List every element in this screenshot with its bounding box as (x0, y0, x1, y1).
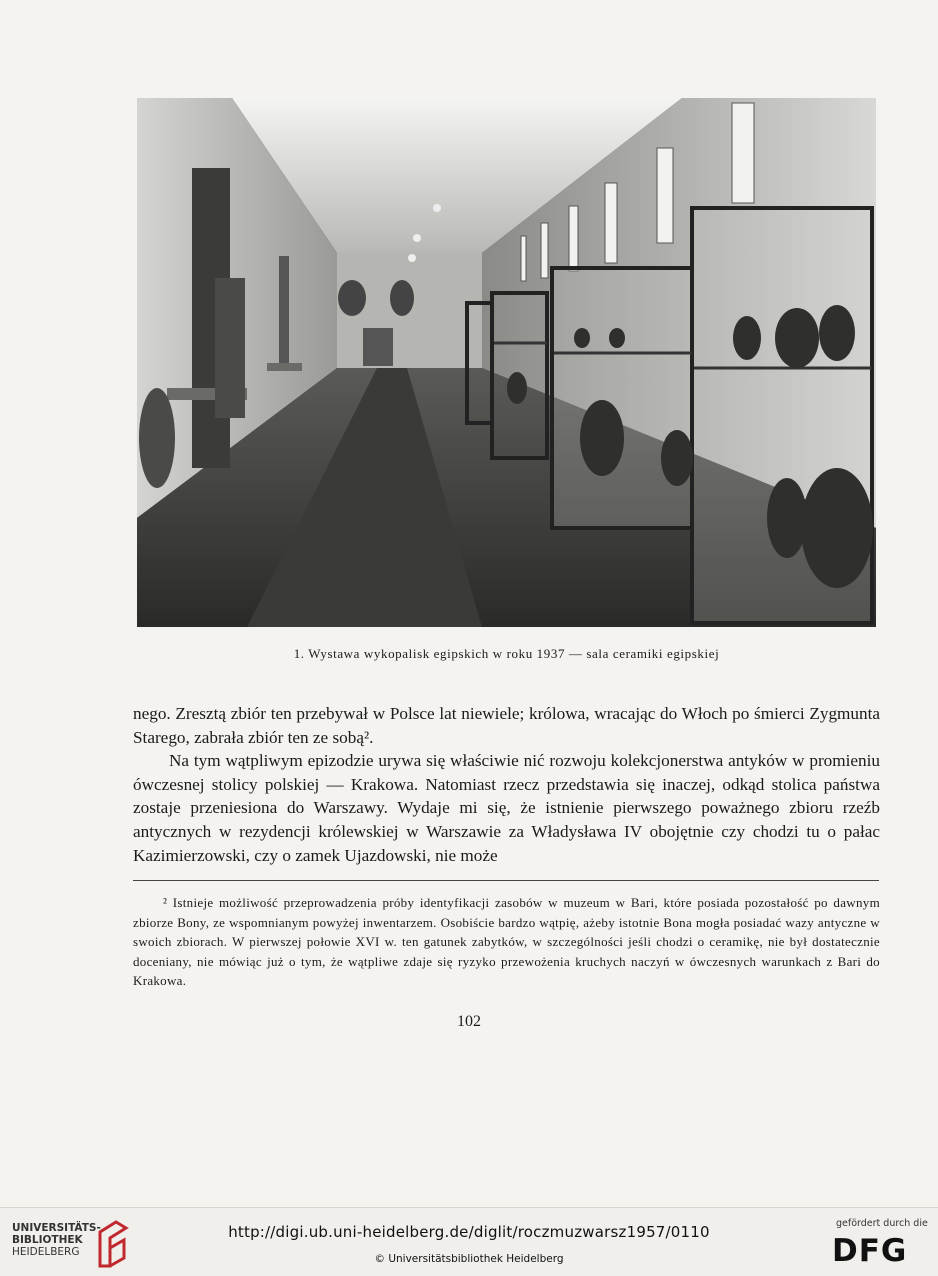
footnote: ² Istnieje możliwość przeprowadzenia próby identyfikacji zasobów w muzeum w Bari, które posiada pozostałość po dawnym zbiorze Bony, ze wspomnianym powyżej inwentarzem. Osobiście bardzo wątpię, ażeby istotnie Bona mogła posiadać wazy antyczne w swoich zbiorach. W pierwszej połowie XVI w. ten gatunek zabytków, w szczególności jeśli chodzi o ceramikę, nie był dostatecznie doceniany, nie mówiąc już o tym, że wątpliwe zdaje się ryzyko przewożenia kruchych naczyń w ówczesnych warunkach z Bari do Krakowa. (133, 895, 880, 989)
figure-caption: 1. Wystawa wykopalisk egipskich w roku 1937 — sala ceramiki egipskiej (293, 646, 720, 661)
library-name-line2: BIBLIOTHEK (12, 1234, 83, 1246)
body-text (133, 702, 880, 867)
paragraph: Na tym wątpliwym epizodzie urywa się właściwie nić rozwoju kolekcjonerstwa antyków w promieniu ówczesnej stolicy polskiej — Krakowa. Natomiast rzecz przedstawia się inaczej, odkąd stolica państwa zostaje przeniesiona do Warszawy. Wydaje mi się, że istnienie pierwszego poważnego zbioru rzeźb antycznych w rezydencji królewskiej w Warszawie za Władysława IV obojętnie czy chodzi tu o pałac Kazimierzowski, czy o zamek Ujazdowski, nie może (133, 751, 880, 865)
permalink-url[interactable]: http://digi.ub.uni-heidelberg.de/diglit/roczmuzwarsz1957/0110 (228, 1223, 710, 1241)
footnote-separator (133, 880, 879, 881)
library-name-line3: HEIDELBERG (12, 1246, 80, 1258)
funding-note: gefördert durch die (836, 1218, 928, 1229)
copyright-notice: © Universitätsbibliothek Heidelberg (374, 1253, 564, 1265)
photo-illustration (137, 98, 876, 627)
exhibition-hall-photo (137, 98, 876, 627)
library-name-line1: UNIVERSITÄTS- (12, 1222, 101, 1234)
footer-bar (0, 1207, 938, 1276)
page-number: 102 (457, 1013, 481, 1030)
dfg-logo[interactable]: DFG (832, 1233, 908, 1269)
paragraph-continued: nego. Zresztą zbiór ten przebywał w Polsce lat niewiele; królowa, wracając do Włoch po śmierci Zygmunta Starego, zabrała zbiór ten ze sobą². (133, 704, 880, 747)
